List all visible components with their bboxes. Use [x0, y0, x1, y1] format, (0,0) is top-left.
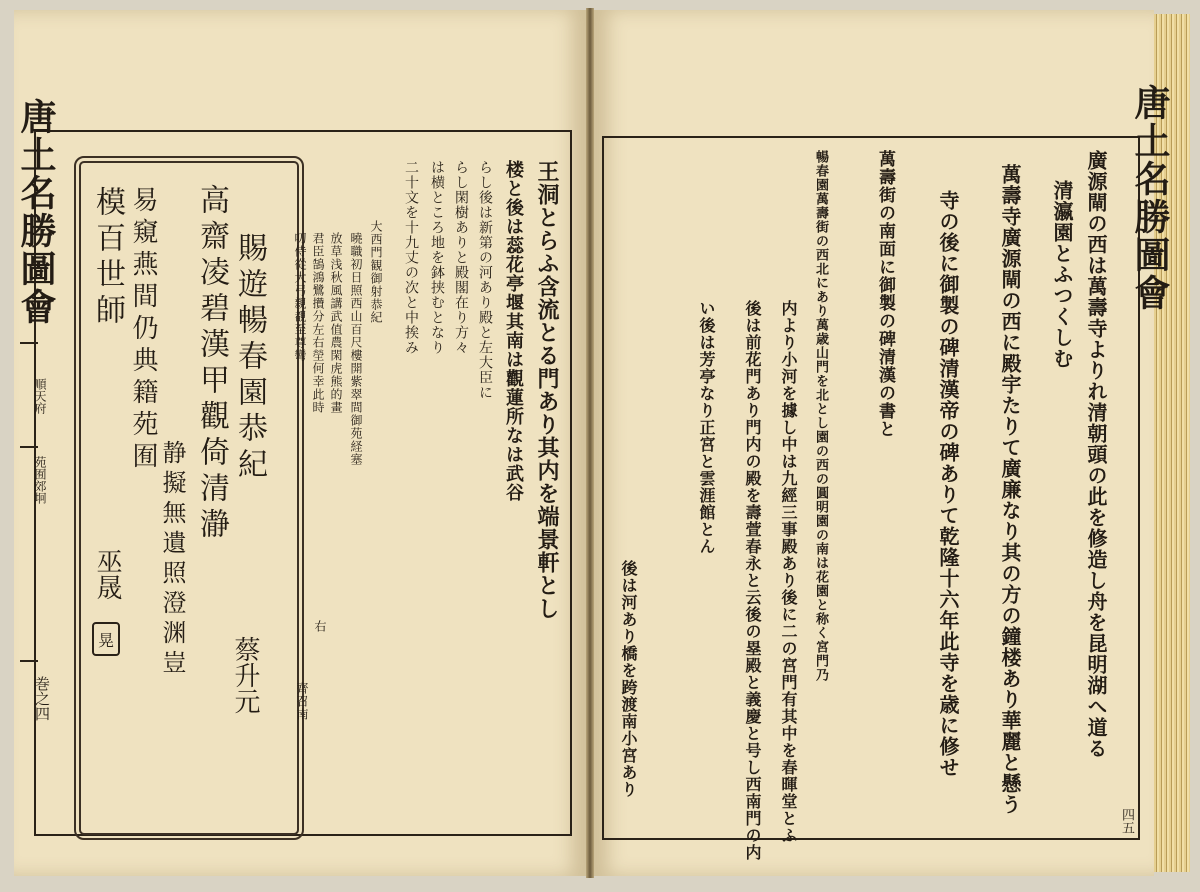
- inscription-column: 静擬無遺照澄渊豈: [158, 440, 186, 680]
- poem-author: 齊召南: [295, 682, 309, 721]
- body-column: らし後は新第の河あり殿と左大臣に: [477, 160, 493, 400]
- inscription-column: 賜遊暢春園恭紀: [232, 232, 267, 484]
- inscription-author: 蔡升元: [230, 636, 260, 714]
- body-column: 後は前花門あり門内の殿を壽萱春永と云後の塁殿と義慶と号し西南門の内: [743, 300, 762, 861]
- left-tab-rule: [20, 342, 38, 344]
- body-column: 楼と後は蕊花亭堰其南は觀蓮所なは武谷: [503, 160, 524, 502]
- left-tab-rule: [20, 660, 38, 662]
- body-column: 寺の後に御製の碑清漢帝の碑ありて乾隆十六年此寺を歳に修せ: [936, 190, 960, 778]
- book-gutter: [586, 8, 594, 878]
- body-column: は横ところ地を鉢挟むとなり: [429, 160, 445, 355]
- seal-stamp: 晃: [92, 622, 120, 656]
- left-volume-tab: 巻之四: [33, 676, 51, 721]
- poem-title: 大西門観御射恭紀: [369, 220, 383, 324]
- body-column: 二十文を十九丈の次と中挨み: [403, 160, 419, 355]
- body-column: 王洞とらふ含流とる門あり其内を端景軒とし: [534, 160, 560, 620]
- left-tab-rule: [20, 446, 38, 448]
- inscription-signature: 巫晟: [92, 548, 122, 600]
- poem-line: 君臣鵠鴻鷺攢分左右塋何幸此時: [311, 232, 325, 414]
- body-column: 萬壽寺廣源閘の西に殿宇たりて廣廉なり其の方の鐘楼あり華麗と懸う: [998, 164, 1022, 815]
- body-column: らし閑樹ありと殿閣在り方々: [453, 160, 469, 355]
- poem-line: 叨侍從大弓親覩至尊彎: [293, 232, 307, 362]
- body-column: 暢春園萬壽街の西北にあり萬歳山門を北とし園の西の圓明園の南は花園と称く宮門乃: [813, 150, 828, 682]
- left-region-tab: 順天府: [33, 378, 47, 414]
- inscription-column: 易窺燕間仍典籍苑囿: [128, 186, 158, 474]
- folio-number: 四五: [1119, 808, 1134, 834]
- poem-line: 曉職初日照西山百尺樓開紫翠間御苑経塞: [349, 232, 363, 466]
- right-book-title: 唐土名勝圖會: [1129, 84, 1171, 312]
- body-column: 萬壽街の南面に御製の碑清漢の書と: [875, 150, 895, 438]
- body-column: い後は芳亭なり正宮と雲涯館とん: [697, 300, 716, 555]
- poem-credit: 右: [313, 620, 327, 633]
- poem-line: 放草浅秋風講武值農閑虎熊的畫: [329, 232, 343, 414]
- body-column: 清瀛園とふつくしむ: [1050, 180, 1074, 369]
- inscription-column: 高齋凌碧漢甲觀倚清瀞: [194, 184, 229, 544]
- left-section-tab: 苑囿郊坰: [33, 456, 47, 504]
- body-column: 内より小河を據し中は九經三事殿あり後に二の宮門有其中を春暉堂とふ: [779, 300, 798, 844]
- left-book-title: 唐土名勝圖會: [15, 98, 57, 326]
- body-column: 廣源閘の西は萬壽寺よりれ清朝頭の此を修造し舟を昆明湖へ道る: [1084, 150, 1108, 759]
- body-column: 後は河あり橋を跨渡南小宮あり: [619, 560, 638, 798]
- inscription-column: 模百世師: [90, 186, 125, 330]
